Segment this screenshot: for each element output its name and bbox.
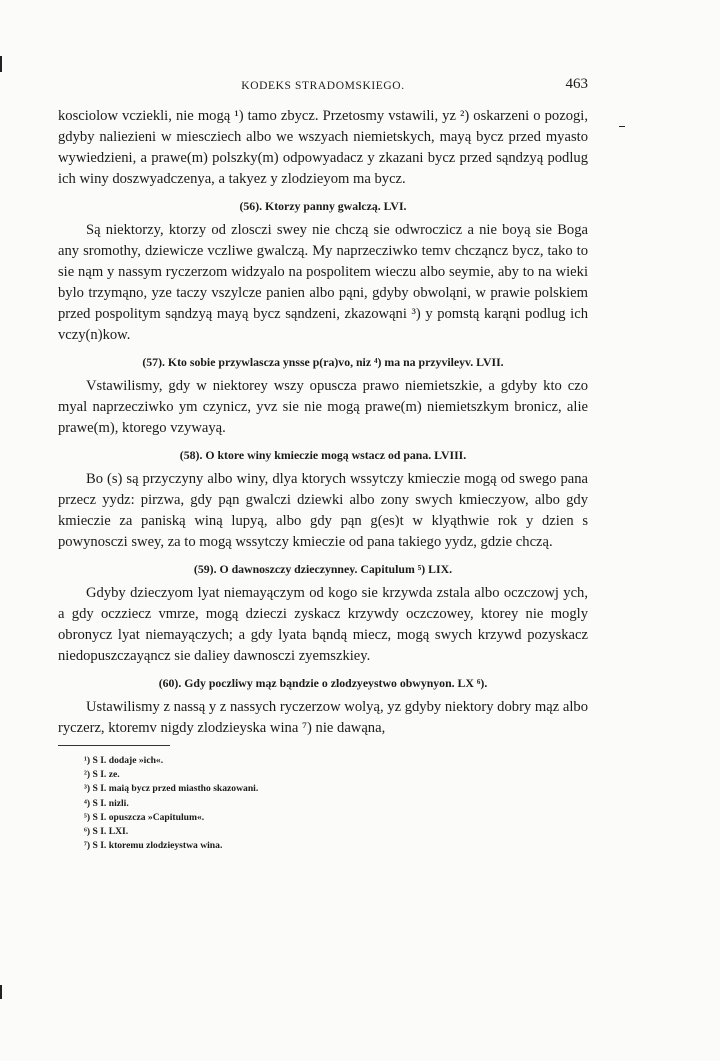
section-heading: (59). O dawnoszczy dzieczynney. Capitulum ⁵) LIX. <box>193 562 453 576</box>
body-paragraph: Są niektorzy, ktorzy od zlosczi swey nie chczą sie odwroczicz a nie boyą sie Boga any sromothy, dziewicze vczliwe gwalczą. My naprzecziwko temv chcząncz bycz, tako to sie nąm y nassym ryczerzom widzyalo na pospolitem wieczu albo seymie, aby to na wieki bylo trzymąno, yze taczy vszylcze panien albo pąni, gdyby obwoląni, w prawie polskiem przed pospolitym sąndzyą mayą bycz sąndzeni, zkazowąni ³) y pomstą karąni podlug ich vczy(n)kow. <box>58 222 588 343</box>
footnote: ⁵) S I. opuszcza »Capitulum«. <box>84 811 205 823</box>
footnotes <box>58 754 588 853</box>
section-heading: (60). Gdy poczliwy mąz bąndzie o zlodzyeystwo obwynyon. LX ⁶). <box>158 676 488 690</box>
footnote: ²) S I. ze. <box>84 769 120 781</box>
footnote: ⁶) S I. LXI. <box>84 826 129 838</box>
margin-tick-left-bottom <box>0 985 2 999</box>
running-head: KODEKS STRADOMSKIEGO. <box>241 80 405 92</box>
page-body <box>58 106 588 739</box>
body-paragraph: Bo (s) są przyczyny albo winy, dlya ktorych wssytczy kmieczie mogą od swego pana przecz yydz: pirzwa, gdy pąn gwalczi dziewki albo zony swych kmieczyow, albo gdy kmieczie za paniską winą lupyą, albo gdy pąn g(es)t w klyąthwie rok y dzien s powynosczi swey, za to mogą wssytczy kmieczie od pana takiego yydz, gdzie chczą. <box>58 471 588 550</box>
margin-tick-left-top <box>0 56 2 72</box>
footnote: ³) S I. maią bycz przed miastho skazowani. <box>84 783 259 795</box>
book-page <box>58 76 588 853</box>
section-heading: (56). Ktorzy panny gwalczą. LVI. <box>239 199 407 213</box>
section-heading: (58). O ktore winy kmieczie mogą wstacz od pana. LVIII. <box>179 448 467 462</box>
page-number: 463 <box>565 76 588 92</box>
margin-dash-right <box>619 126 625 127</box>
body-paragraph: Vstawilismy, gdy w niektorey wszy opuscza prawo niemietszkie, a gdyby kto czo myal naprzecziwko ym czynicz, yvz sie nie mogą prawe(m) niemietszkym bronicz, alie prawe(m), ktorego vzywayą. <box>58 378 588 436</box>
footnote: ¹) S I. dodaje »ich«. <box>84 755 164 766</box>
footnote: ⁴) S I. nizli. <box>84 797 129 809</box>
body-paragraph: kosciolow vcziekli, nie mogą ¹) tamo zbycz. Przetosmy vstawili, yz ²) oskarzeni o pozogi, gdyby naliezieni w miescziech albo we wszyach niemietskych, mayą bycz przed myasto wywiedzieni, a prawe(m) polszky(m) odpowyadacz y zkazani bycz przed sąndzyą podlug ich winy doszwyadczenya, a takyez y zlodzieyom ma bycz. <box>58 108 588 187</box>
footnote: ⁷) S I. ktoremu zlodzieystwa wina. <box>84 840 223 852</box>
body-paragraph: Ustawilismy z nassą y z nassych ryczerzow wolyą, yz gdyby niektory dobry mąz albo ryczerz, ktoremv nigdy zlodzieyska wina ⁷) nie dawąna, <box>58 699 588 736</box>
page-header <box>58 76 588 106</box>
body-paragraph: Gdyby dzieczyom lyat niemayączym od kogo sie krzywda zstala albo oczczowj ych, a gdy oczziecz vmrze, mogą dzieczi zyskacz krzywdy oczczowey, ktorey nie mogly obronycz lyat niemayączych; a gdy lyata bąndą miecz, mogą swych krzywd pozyskacz niedopuszczayąncz sie daliey dawnosczi zyemszkiey. <box>58 585 588 664</box>
section-heading: (57). Kto sobie przywlascza ynsse p(ra)vo, niz ⁴) ma na przyvileyv. LVII. <box>142 355 504 369</box>
footnote-divider <box>58 745 170 746</box>
